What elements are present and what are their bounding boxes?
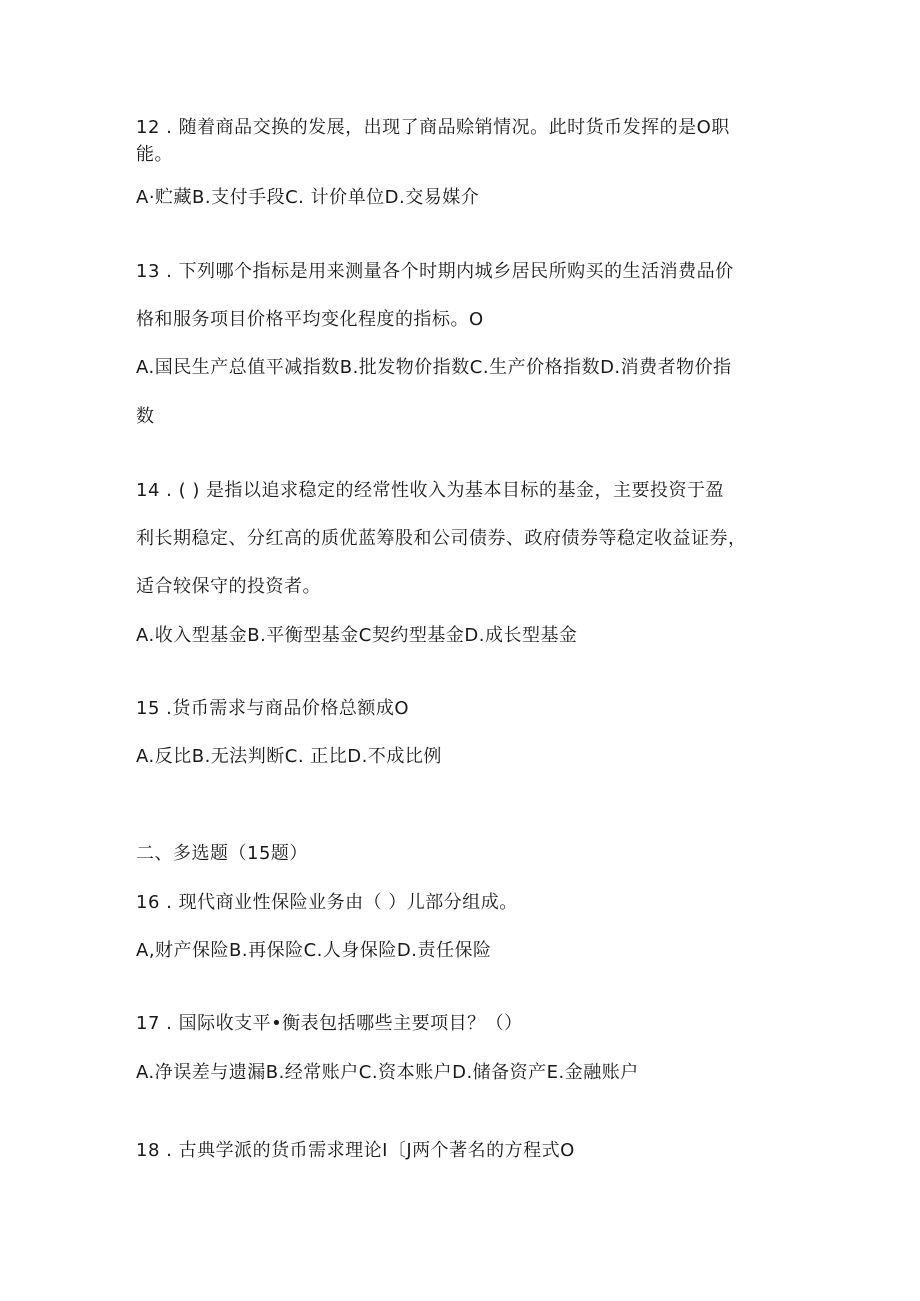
q14-options: A.收入型基金B.平衡型基金C契约型基金D.成长型基金 <box>136 625 578 646</box>
q13-stem-line2: 格和服务项目价格平均变化程度的指标。O <box>136 309 484 330</box>
q16-options: A,财产保险B.再保险C.人身保险D.责任保险 <box>136 940 492 961</box>
q12-stem-line1: 12 . 随着商品交换的发展，出现了商品赊销情况。此时货币发挥的是O职 <box>136 117 730 138</box>
q13-options-line1: A.国民生产总值平减指数B.批发物价指数C.生产价格指数D.消费者物价指 <box>136 357 732 378</box>
q13-stem-line1: 13 . 下列哪个指标是用来测量各个时期内城乡居民所购买的生活消费品价 <box>136 261 734 282</box>
q17-options: A.净误差与遗漏B.经常账户C.资本账户D.储备资产E.金融账户 <box>136 1062 639 1083</box>
q17-stem: 17 . 国际收支平•衡表包括哪些主要项目？（） <box>136 1013 523 1034</box>
section-heading: 二、多选题（15题） <box>136 843 308 864</box>
q18-stem: 18 . 古典学派的货币需求理论I〔J两个著名的方程式O <box>136 1140 575 1161</box>
q13-options-line2: 数 <box>136 406 155 427</box>
q14-stem-line2: 利长期稳定、分红高的质优蓝筹股和公司债券、政府债券等稳定收益证券， <box>136 528 747 549</box>
q14-stem-line3: 适合较保守的投资者。 <box>136 576 321 597</box>
q15-stem: 15 .货币需求与商品价格总额成O <box>136 698 410 719</box>
q12-options: A·贮藏B.支付手段C. 计价单位D.交易媒介 <box>136 187 480 208</box>
q16-stem: 16 . 现代商业性保险业务由（ ）儿部分组成。 <box>136 892 518 913</box>
q14-stem-line1: 14 . ( ) 是指以追求稳定的经常性收入为基本目标的基金，主要投资于盈 <box>136 480 725 501</box>
q12-stem-line2: 能。 <box>136 144 173 165</box>
q15-options: A.反比B.无法判断C. 正比D.不成比例 <box>136 746 442 767</box>
